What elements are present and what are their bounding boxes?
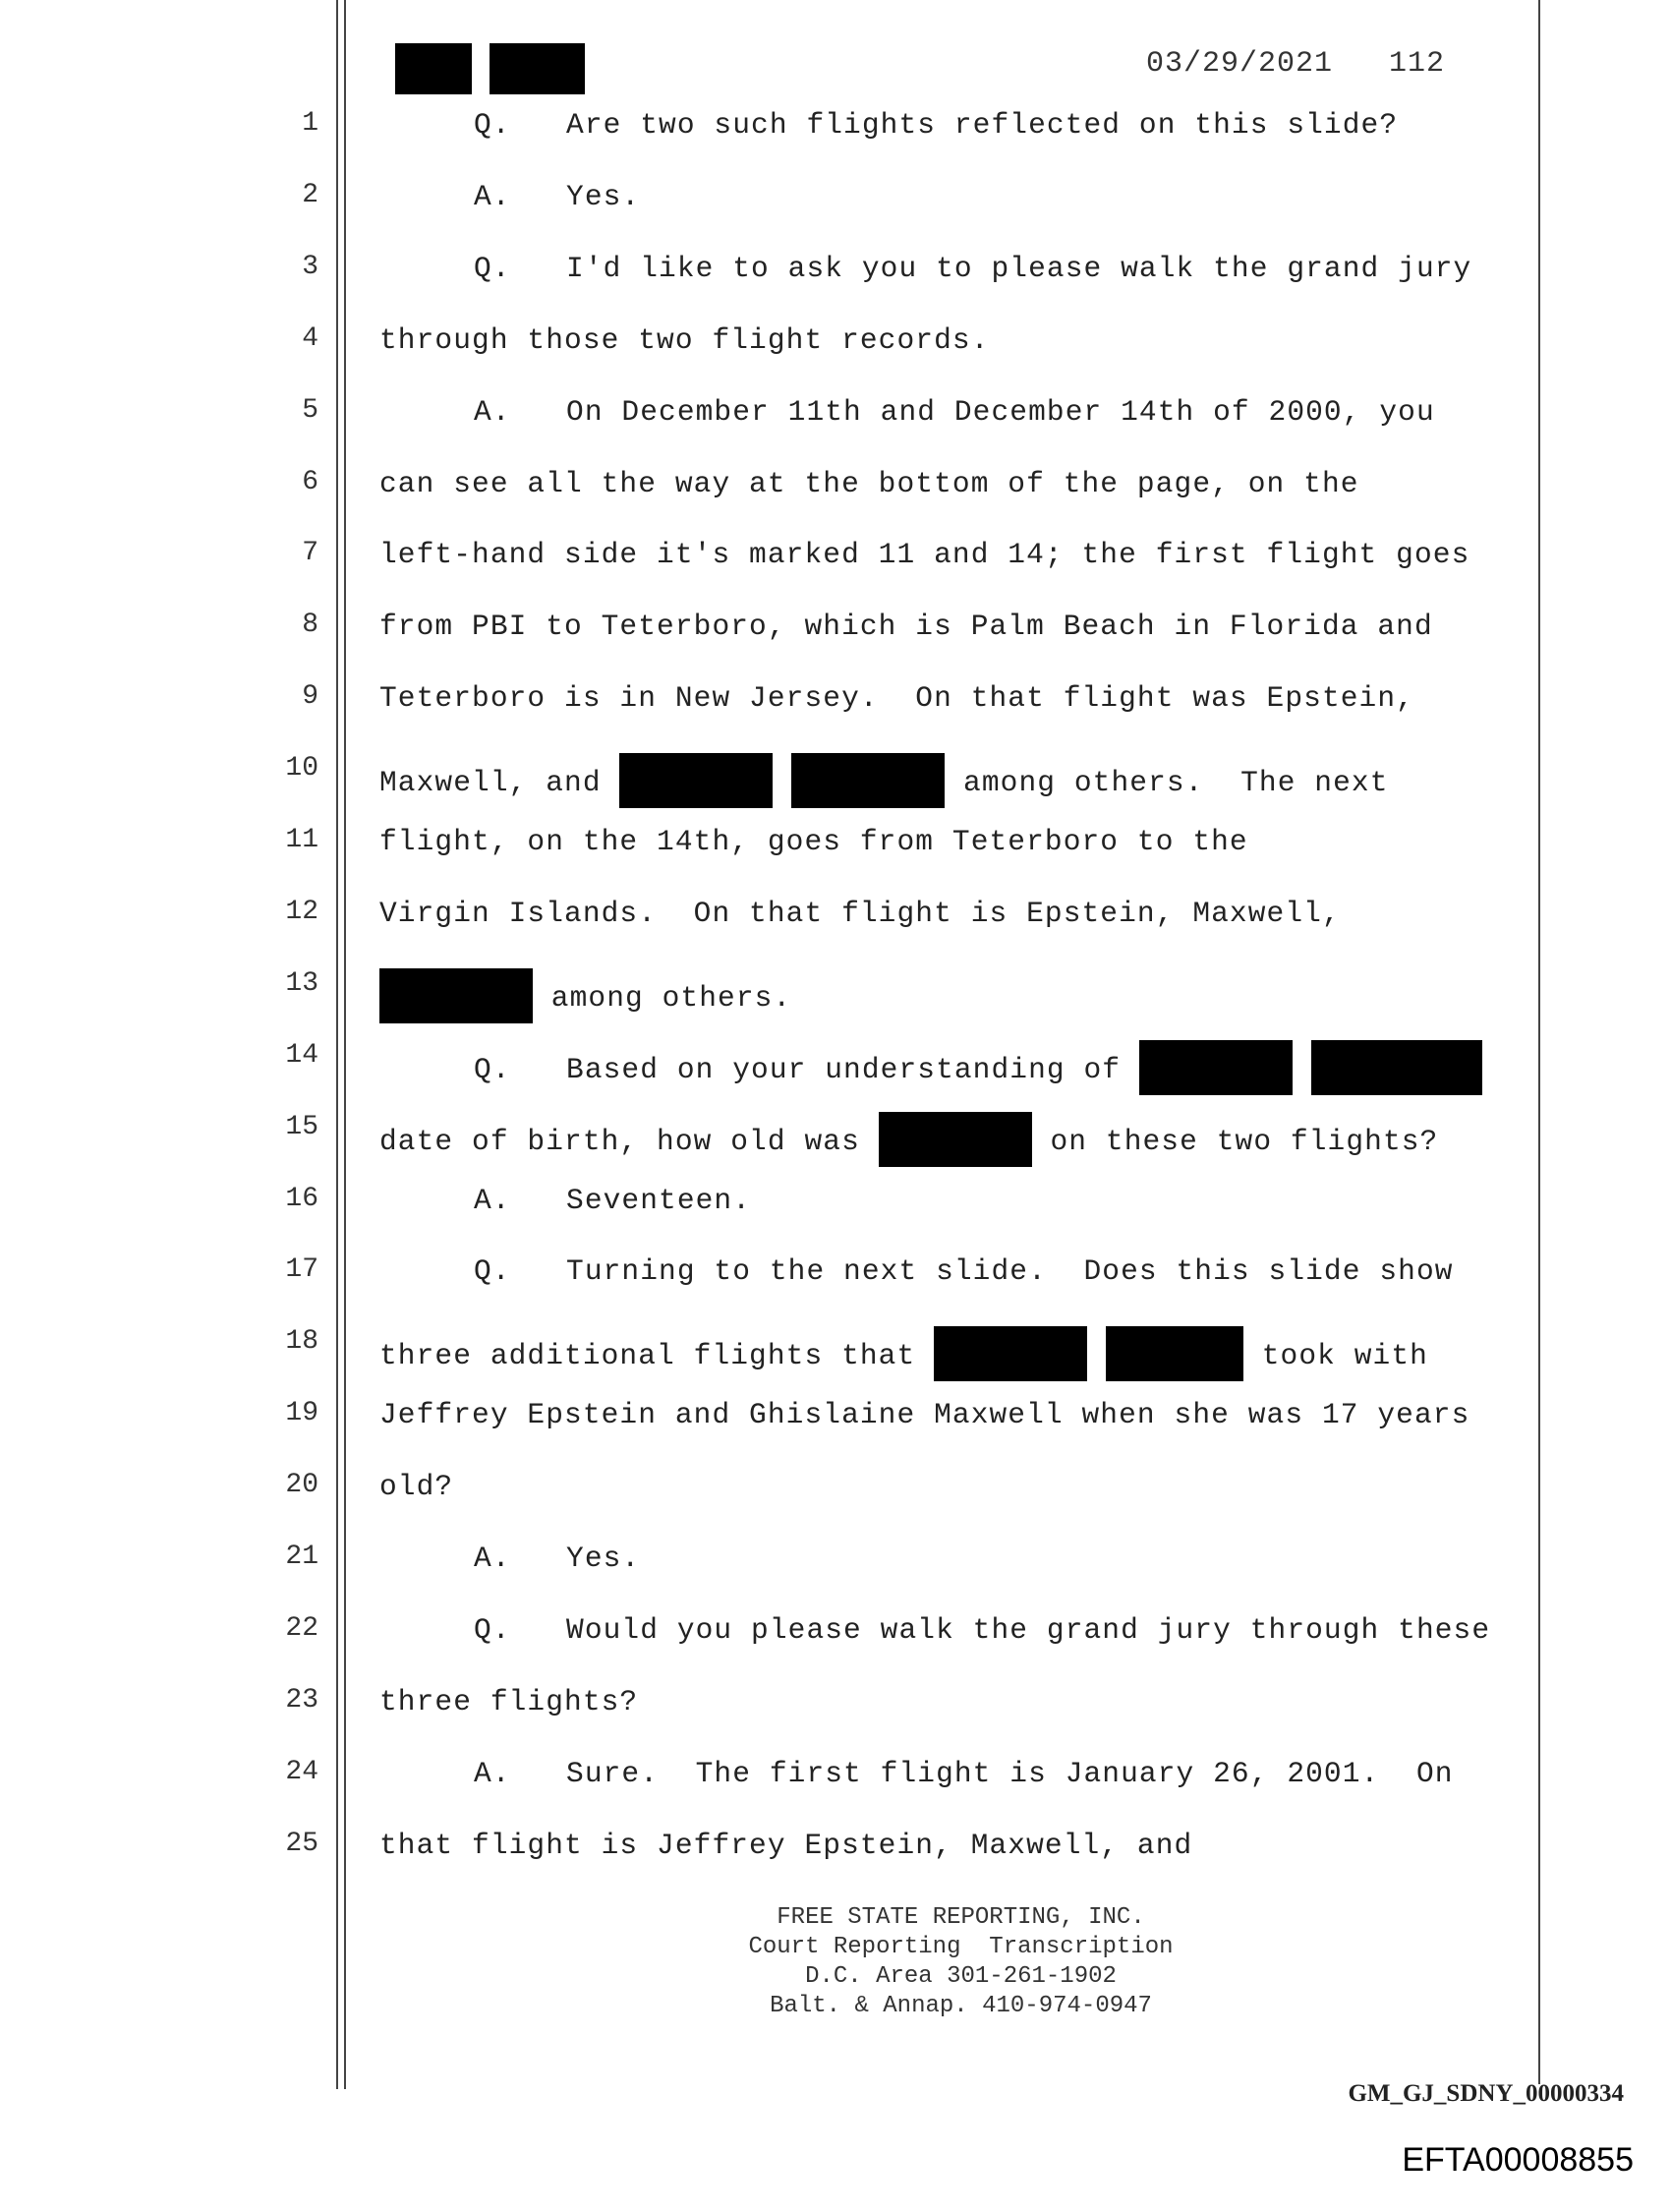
line-text (379, 395, 1435, 429)
line-text (379, 825, 1248, 858)
transcript-line (0, 885, 1671, 956)
line-segment (1293, 1053, 1311, 1086)
line-text (379, 1254, 1454, 1288)
line-segment: Q. I'd like to ask you to please walk the grand jury (474, 251, 1472, 285)
header-date: 03/29/2021 (1145, 47, 1333, 81)
line-number: 7 (302, 538, 318, 569)
line-segment: from PBI to Teterboro, which is Palm Beach in Florida and (379, 610, 1433, 644)
line-text (379, 1542, 640, 1575)
header-redaction-first (395, 43, 472, 94)
transcript-line (0, 1745, 1671, 1816)
line-number: 23 (285, 1684, 318, 1716)
line-segment: Maxwell, and (379, 766, 620, 800)
redaction-box (1139, 1040, 1293, 1095)
line-number: 16 (285, 1183, 318, 1214)
transcript-line (0, 598, 1671, 669)
line-segment: flight, on the 14th, goes from Teterboro to the (379, 825, 1248, 858)
transcript-line (0, 1386, 1671, 1457)
efta-number: EFTA00008855 (1402, 2141, 1634, 2179)
line-segment: A. On December 11th and December 14th of 2000, you (474, 394, 1435, 429)
page-number: 112 (1388, 47, 1445, 81)
transcript-line (0, 1100, 1671, 1171)
line-number: 2 (302, 179, 318, 210)
footer-balt-phone: Balt. & Annap. 410-974-0947 (770, 1993, 1152, 2019)
transcript-line (0, 1458, 1671, 1529)
line-number: 1 (302, 108, 318, 139)
line-segment: Q. Would you please walk the grand jury through these (474, 1612, 1491, 1647)
redaction-box (619, 753, 773, 808)
line-segment: Q. Based on your understanding of (474, 1052, 1139, 1086)
transcript-line (0, 96, 1671, 167)
line-text (379, 1398, 1469, 1431)
line-segment: through those two flight records. (379, 322, 990, 357)
transcript-line (0, 1028, 1671, 1099)
line-segment: Jeffrey Epstein and Ghislaine Maxwell when she was 17 years (379, 1398, 1470, 1432)
line-segment: three flights? (379, 1684, 639, 1718)
line-number: 9 (302, 681, 318, 713)
line-text (379, 323, 990, 357)
line-text (379, 681, 1414, 715)
line-segment: on these two flights? (1031, 1124, 1439, 1158)
line-segment: left-hand side it's marked 11 and 14; the first flight goes (379, 538, 1470, 572)
line-segment: old? (379, 1470, 454, 1504)
transcript-line (0, 168, 1671, 239)
line-number: 18 (285, 1326, 318, 1358)
line-number: 12 (285, 896, 318, 927)
transcript-line (0, 383, 1671, 454)
transcript-line (0, 957, 1671, 1027)
redaction-box (934, 1326, 1087, 1381)
line-segment: can see all the way at the bottom of the page, on the (379, 466, 1359, 500)
line-number: 5 (302, 394, 318, 426)
line-segment: took with (1242, 1339, 1428, 1373)
transcript-line (0, 1314, 1671, 1385)
line-text (379, 753, 1389, 808)
line-number: 13 (285, 967, 318, 999)
transcript-line (0, 455, 1671, 526)
line-segment: A. Seventeen. (474, 1183, 752, 1217)
line-number: 8 (302, 610, 318, 641)
line-segment: A. Yes. (474, 1542, 641, 1575)
line-text (379, 1040, 1482, 1095)
transcript-line (0, 813, 1671, 884)
line-number: 24 (285, 1756, 318, 1787)
redaction-box (1311, 1040, 1482, 1095)
line-segment: A. Sure. The first flight is January 26, 2001. On (474, 1756, 1454, 1790)
line-text (379, 610, 1433, 643)
line-segment: A. Yes. (474, 179, 641, 213)
line-number: 11 (285, 825, 318, 855)
line-text (379, 538, 1469, 571)
line-text (379, 1112, 1438, 1167)
line-text (379, 968, 791, 1023)
line-segment: date of birth, how old was (379, 1124, 879, 1158)
transcript-line (0, 1601, 1671, 1672)
header-date-page (1146, 47, 1445, 81)
line-number: 25 (285, 1828, 318, 1859)
redaction-box (1106, 1326, 1243, 1381)
line-text (379, 252, 1471, 285)
redaction-box (379, 968, 533, 1023)
page-header (393, 39, 1445, 98)
line-text (379, 1757, 1454, 1790)
line-number: 6 (302, 466, 318, 497)
transcript-line (0, 1673, 1671, 1744)
line-number: 4 (302, 322, 318, 354)
line-number: 19 (285, 1398, 318, 1429)
line-segment: Virgin Islands. On that flight is Epstein, Maxwell, (379, 896, 1341, 930)
transcript-line (0, 240, 1671, 311)
line-number: 17 (285, 1254, 318, 1286)
line-text (379, 108, 1398, 142)
line-text (379, 1685, 638, 1718)
bates-number: GM_GJ_SDNY_00000334 (1348, 2080, 1624, 2107)
footer-services: Court Reporting Transcription (748, 1934, 1174, 1960)
transcript-line (0, 1817, 1671, 1888)
transcript-line (0, 1243, 1671, 1313)
line-segment: among others. The next (945, 766, 1389, 800)
line-segment: Q. Are two such flights reflected on this slide? (474, 108, 1399, 142)
footer-company: FREE STATE REPORTING, INC. (777, 1904, 1145, 1931)
line-number: 14 (285, 1039, 318, 1071)
line-segment (1087, 1339, 1106, 1372)
line-text (379, 1470, 453, 1503)
transcript-line (0, 526, 1671, 597)
reporter-footer (393, 1903, 1528, 2021)
line-number: 10 (285, 753, 318, 785)
line-text (379, 1829, 1192, 1862)
line-segment: three additional flights that (379, 1339, 935, 1373)
line-number: 3 (302, 251, 318, 282)
header-redaction-second (490, 43, 585, 94)
footer-dc-phone: D.C. Area 301-261-1902 (805, 1963, 1117, 1990)
redaction-box (791, 753, 945, 808)
line-text (379, 180, 640, 213)
line-segment: among others. (533, 980, 792, 1015)
line-text (379, 897, 1341, 930)
line-segment: Teterboro is in New Jersey. On that flight was Epstein, (379, 681, 1414, 716)
line-text (379, 467, 1359, 500)
line-text (379, 1184, 751, 1217)
redaction-box (879, 1112, 1032, 1167)
transcript-line (0, 1172, 1671, 1243)
line-text (379, 1613, 1490, 1647)
line-number: 15 (285, 1111, 318, 1142)
line-number: 22 (285, 1612, 318, 1644)
line-number: 20 (285, 1470, 318, 1501)
line-segment: Q. Turning to the next slide. Does this slide show (474, 1254, 1454, 1289)
transcript-line (0, 312, 1671, 382)
line-segment (773, 766, 791, 799)
line-text (379, 1326, 1428, 1381)
transcript-line (0, 741, 1671, 812)
transcript-line (0, 1530, 1671, 1601)
transcript-line (0, 669, 1671, 740)
line-segment: that flight is Jeffrey Epstein, Maxwell, and (379, 1828, 1193, 1862)
line-number: 21 (285, 1542, 318, 1572)
